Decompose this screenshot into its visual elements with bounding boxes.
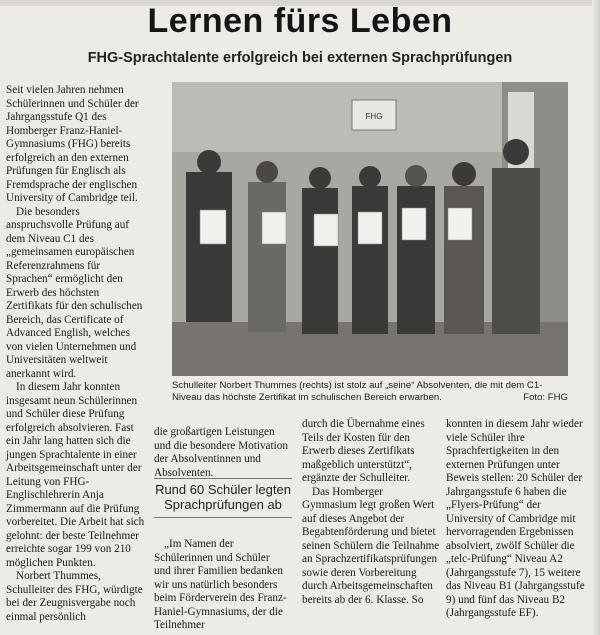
box-heading: Rund 60 Schüler legten Sprachprüfungen ab [154,478,292,518]
col1-paragraph-2: Die besonders anspruchsvolle Prüfung auf dem Niveau C1 des „gemeinsamen europäischen Referenzrahmens für Sprachen“ ermöglicht den Erwerb des höchsten Zertifikats für den schulischen Bereich, das Certificate of Advanced English, welches von vielen Unternehmen und Universitäten weltweit anerkannt wird. [6,205,143,380]
col1-paragraph-1: Seit vielen Jahren nehmen Schülerinnen und Schüler der Jahrgangsstufe Q1 des Homberger Franz-Haniel-Gymnasiums (FHG) bereits erfolgreich an den externen Prüfungen für Englisch als Fremdsprache der englischen University of Cambridge teil. [6,84,139,204]
column-3 [302,418,440,607]
column-2-lower [154,538,289,633]
page-right-edge [592,0,600,635]
group-photo [172,82,568,376]
column-2 [154,426,289,480]
column-4 [446,418,586,621]
col3-paragraph-1: durch die Übernahme eines Teils der Kosten für den Erwerb dieses Zertifikats maßgeblich unterstützt“, ergänzte der Schulleiter. [302,418,425,484]
photo-caption [172,380,572,404]
col3-paragraph-2: Das Homberger Gymnasium legt großen Wert auf dieses Angebot der Begabtenförderung und bietet seinen Schülern die Teilnahme an Sprachzertifikatsprüfungen sowie deren Vorbereitung durch Arbeitsgemeinschaften bereits ab der 6. Klasse. So [302,485,440,606]
wall-sign-text: FHG [365,112,383,121]
col4-paragraph: konnten in diesem Jahr wieder viele Schüler ihre Sprachfertigkeiten in den externen Prüfungen unter Beweis stellen: 20 Schüler der Jahrgangsstufe 6 haben die „Flyers-Prüfung“ der University of Cambridge mit hervorragenden Ergebnissen absolviert, zwölf Schüler die „telc-Prüfung“ Niveau A2 (Jahrgangsstufe 7), 15 weitere das Niveau B1 (Jahrgangsstufe 9) und fünf das Niveau B2 (Jahrgangsstufe EF). [446,418,585,619]
col1-paragraph-4: Norbert Thummes, Schulleiter des FHG, würdigte bei der Zeugnisvergabe noch einmal persönlich [6,570,143,623]
headline: Lernen fürs Leben [147,2,453,40]
col2-paragraph-bottom: „Im Namen der Schülerinnen und Schüler und ihrer Familien bedanken wir uns natürlich besonders beim Förderverein des Franz-Haniel-Gymnasiums, der die Teilnehmer [154,538,287,631]
column-1 [6,84,146,624]
caption-text: Schulleiter Norbert Thummes (rechts) ist stolz auf „seine“ Absolventen, die mit dem C1-Niveau das höchste Zertifikat im schulischen Bereich erwarben. [172,380,543,403]
col1-paragraph-3: In diesem Jahr konnten insgesamt neun Schülerinnen und Schüler diese Prüfung erfolgreich absolvieren. Fast ein Jahr lang hatten sich die jungen Sprachtalente in einer Arbeitsgemeinschaft unter der Leitung von FHG-Englischlehrerin Anja Zimmermann auf die Prüfung vorbereitet. Die Arbeit hat sich gelohnt: der beste Teilnehmer erreichte sogar 199 von 210 möglichen Punkten. [6,381,145,569]
col2-paragraph-top: die großartigen Leistungen und die besondere Motivation der Absolventinnen und Absolventen. [154,426,288,479]
subheadline: FHG-Sprachtalente erfolgreich bei externen Sprachprüfungen [87,50,513,66]
photo-illustration [172,82,568,376]
photo-credit: Foto: FHG [523,392,568,403]
